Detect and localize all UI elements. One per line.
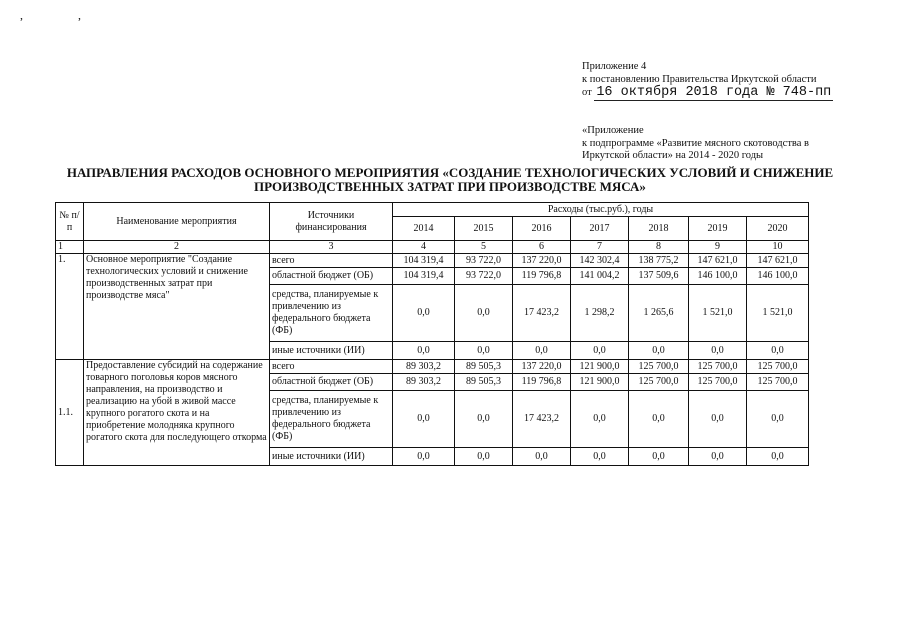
document-title-line-2: ПРОИЗВОДСТВЕННЫХ ЗАТРАТ ПРИ ПРОИЗВОДСТВЕ МЯСА» [254, 179, 646, 194]
index-cell: 5 [455, 241, 513, 254]
index-cell: 6 [513, 241, 571, 254]
appendix-date-handwritten: 16 октября 2018 года № 748-пп [596, 85, 832, 100]
row-source: иные источники (ИИ) [270, 448, 393, 466]
index-cell: 1 [56, 241, 84, 254]
row-value: 146 100,0 [689, 268, 747, 285]
row-value: 1 521,0 [689, 285, 747, 342]
header-name: Наименование мероприятия [84, 203, 270, 241]
row-measure-name: Основное мероприятие "Создание технологических условий и снижение производственных затрат при производстве мяса" [84, 254, 270, 360]
index-row [56, 241, 809, 254]
row-value: 138 775,2 [629, 254, 689, 268]
row-source: иные источники (ИИ) [270, 342, 393, 360]
row-value: 104 319,4 [393, 268, 455, 285]
row-value: 0,0 [513, 342, 571, 360]
header-year: 2016 [513, 217, 571, 241]
row-value: 125 700,0 [747, 360, 809, 374]
header-year: 2019 [689, 217, 747, 241]
index-cell: 10 [747, 241, 809, 254]
row-value: 0,0 [393, 342, 455, 360]
row-value: 17 423,2 [513, 285, 571, 342]
row-value: 147 621,0 [689, 254, 747, 268]
appendix-from: от [582, 87, 592, 98]
row-value: 146 100,0 [747, 268, 809, 285]
row-value: 141 004,2 [571, 268, 629, 285]
row-value: 0,0 [393, 285, 455, 342]
row-value: 0,0 [513, 448, 571, 466]
row-value: 93 722,0 [455, 254, 513, 268]
appendix-date-line [582, 86, 902, 99]
row-value: 137 220,0 [513, 254, 571, 268]
row-value: 137 509,6 [629, 268, 689, 285]
row-value: 125 700,0 [629, 360, 689, 374]
row-value: 0,0 [393, 391, 455, 448]
row-value: 125 700,0 [689, 360, 747, 374]
row-value: 0,0 [393, 448, 455, 466]
index-cell: 9 [689, 241, 747, 254]
index-cell: 7 [571, 241, 629, 254]
row-value: 147 621,0 [747, 254, 809, 268]
row-num: 1.1. [56, 360, 84, 466]
row-value: 0,0 [455, 285, 513, 342]
subprogram-header [582, 125, 902, 163]
row-value: 0,0 [629, 448, 689, 466]
index-cell: 3 [270, 241, 393, 254]
row-value: 0,0 [689, 448, 747, 466]
row-value: 119 796,8 [513, 374, 571, 391]
row-value: 0,0 [747, 391, 809, 448]
row-value: 0,0 [629, 391, 689, 448]
row-source: средства, планируемые к привлечению из федерального бюджета (ФБ) [270, 285, 393, 342]
header-num: № п/п [56, 203, 84, 241]
row-value: 121 900,0 [571, 374, 629, 391]
subprogram-line-2: к подпрограмме «Развитие мясного скотоводства в [582, 137, 809, 149]
index-cell: 4 [393, 241, 455, 254]
row-value: 0,0 [571, 448, 629, 466]
row-value: 89 505,3 [455, 374, 513, 391]
header-year: 2014 [393, 217, 455, 241]
row-value: 119 796,8 [513, 268, 571, 285]
header-year: 2017 [571, 217, 629, 241]
header-sources: Источники финансирования [270, 203, 393, 241]
header-year: 2018 [629, 217, 689, 241]
scan-marks: , , [20, 8, 107, 22]
row-value: 89 303,2 [393, 374, 455, 391]
table-row [56, 360, 809, 374]
subprogram-line-1: «Приложение [582, 125, 644, 136]
row-source: средства, планируемые к привлечению из федерального бюджета (ФБ) [270, 391, 393, 448]
table-row [56, 254, 809, 268]
appendix-number: Приложение 4 [582, 61, 647, 72]
row-source: областной бюджет (ОБ) [270, 268, 393, 285]
row-value: 89 303,2 [393, 360, 455, 374]
row-num: 1. [56, 254, 84, 360]
row-value: 1 265,6 [629, 285, 689, 342]
row-value: 125 700,0 [747, 374, 809, 391]
row-source: всего [270, 254, 393, 268]
subprogram-line-3: Иркутской области» на 2014 - 2020 годы [582, 150, 764, 161]
row-value: 142 302,4 [571, 254, 629, 268]
appendix-header [582, 60, 902, 99]
row-value: 1 298,2 [571, 285, 629, 342]
document-title [40, 166, 860, 194]
row-value: 17 423,2 [513, 391, 571, 448]
row-value: 0,0 [455, 448, 513, 466]
appendix-decree: к постановлению Правительства Иркутской области [582, 74, 817, 85]
row-source: областной бюджет (ОБ) [270, 374, 393, 391]
row-value: 0,0 [689, 391, 747, 448]
row-value: 0,0 [747, 448, 809, 466]
row-value: 0,0 [689, 342, 747, 360]
index-cell: 2 [84, 241, 270, 254]
row-value: 104 319,4 [393, 254, 455, 268]
row-source: всего [270, 360, 393, 374]
row-value: 0,0 [455, 391, 513, 448]
row-value: 0,0 [571, 342, 629, 360]
row-value: 1 521,0 [747, 285, 809, 342]
index-cell: 8 [629, 241, 689, 254]
row-value: 125 700,0 [629, 374, 689, 391]
row-value: 0,0 [571, 391, 629, 448]
row-value: 0,0 [455, 342, 513, 360]
header-expenses: Расходы (тыс.руб.), годы [393, 203, 809, 217]
row-value: 137 220,0 [513, 360, 571, 374]
row-value: 0,0 [629, 342, 689, 360]
row-value: 93 722,0 [455, 268, 513, 285]
document-title-line-1: НАПРАВЛЕНИЯ РАСХОДОВ ОСНОВНОГО МЕРОПРИЯТИЯ «СОЗДАНИЕ ТЕХНОЛОГИЧЕСКИХ УСЛОВИЙ И СНИЖЕНИЕ [66, 165, 834, 180]
expenses-table [55, 202, 809, 466]
header-year: 2020 [747, 217, 809, 241]
row-measure-name: Предоставление субсидий на содержание товарного поголовья коров мясного направления, на производство и реализацию на убой в живой массе крупного рогатого скота и на приобретение молодняка крупного рогатого скота для последующего откорма [84, 360, 270, 466]
row-value: 89 505,3 [455, 360, 513, 374]
row-value: 121 900,0 [571, 360, 629, 374]
row-value: 0,0 [747, 342, 809, 360]
row-value: 125 700,0 [689, 374, 747, 391]
header-year: 2015 [455, 217, 513, 241]
